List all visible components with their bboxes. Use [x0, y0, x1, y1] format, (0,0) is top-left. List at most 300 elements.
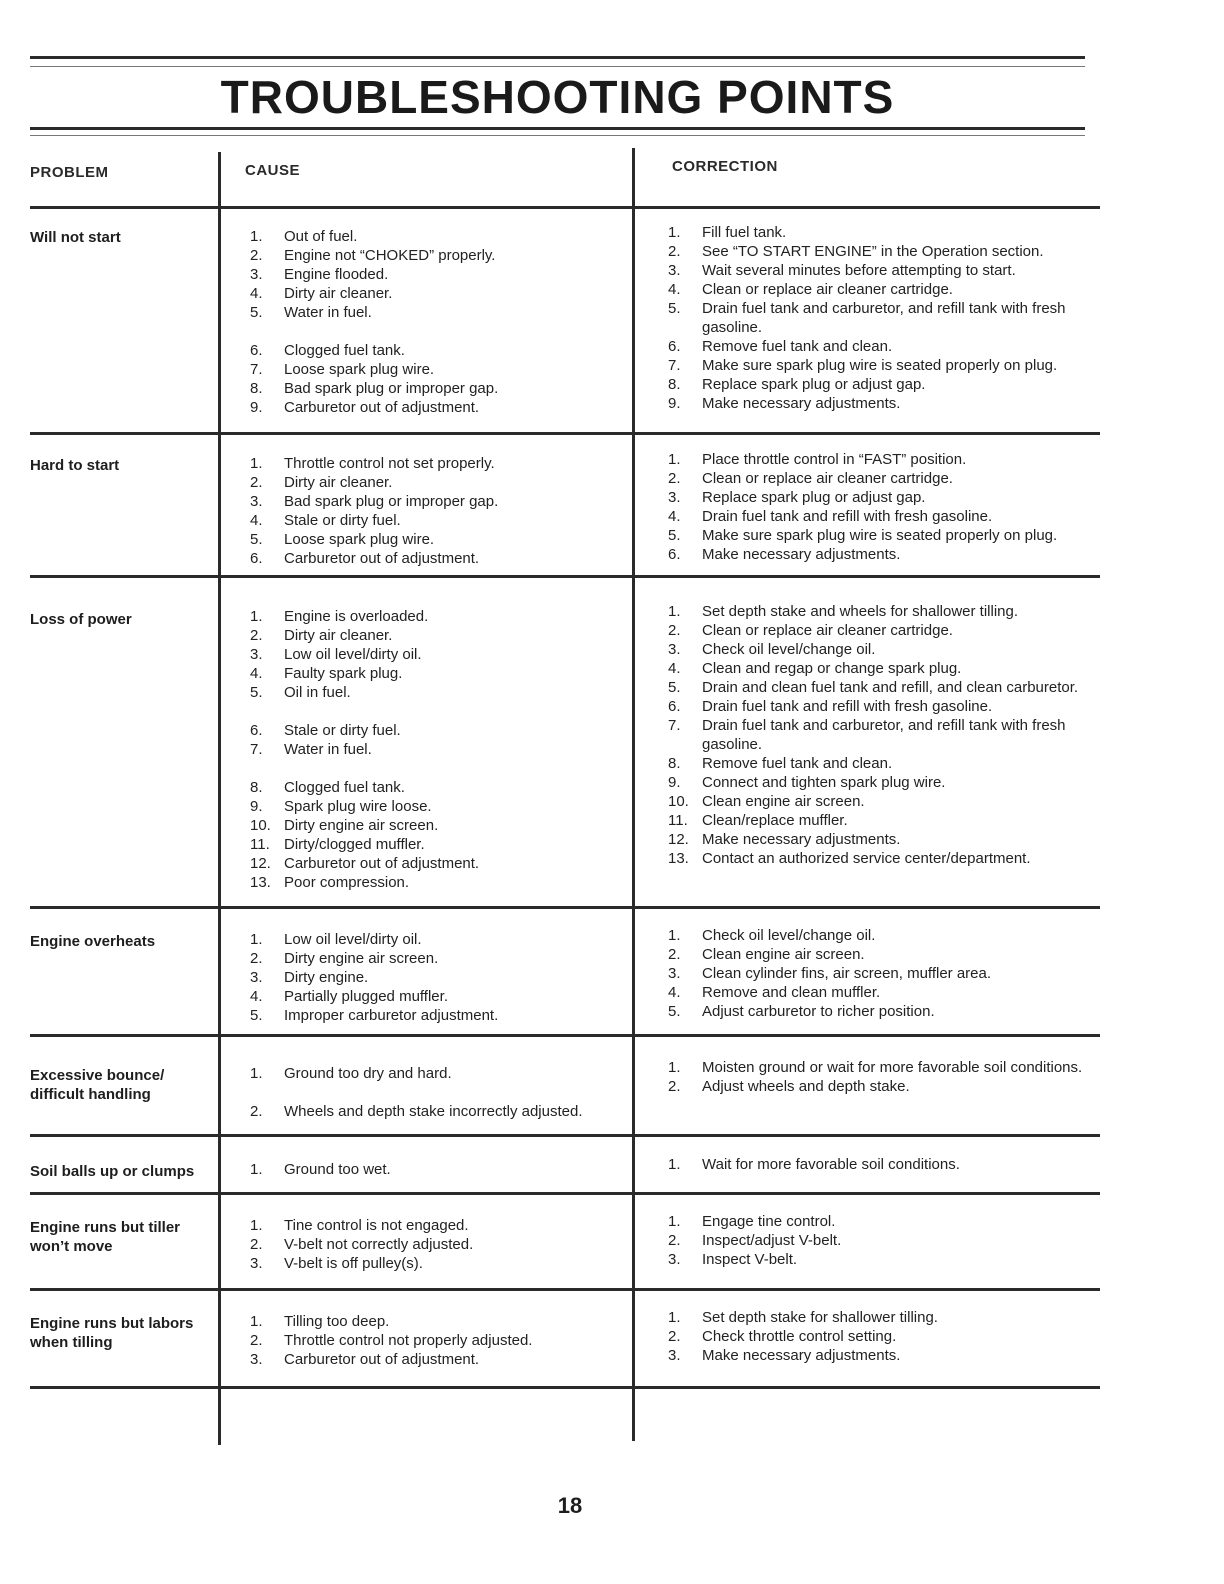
item-number: 11.	[250, 836, 270, 853]
list-item	[668, 450, 1108, 469]
item-number: 3.	[250, 646, 263, 663]
cause-list	[250, 1160, 630, 1179]
row-separator	[30, 1288, 1100, 1291]
item-number: 3.	[250, 969, 263, 986]
item-number: 1.	[250, 1217, 263, 1234]
correction-list	[668, 1058, 1108, 1096]
item-text: Clean and regap or change spark plug.	[702, 660, 962, 677]
cause-list	[250, 1064, 630, 1121]
problem-label: Engine runs but tiller won’t move	[30, 1219, 181, 1255]
item-number: 1.	[250, 228, 263, 245]
row-separator	[30, 575, 1100, 578]
item-text: Remove and clean muffler.	[702, 984, 881, 1001]
item-text: Engine flooded.	[284, 266, 389, 283]
item-text: Inspect/adjust V-belt.	[702, 1232, 842, 1249]
row-separator	[30, 1386, 1100, 1389]
item-number: 6.	[668, 338, 681, 355]
row-separator	[30, 432, 1100, 435]
item-number: 5.	[668, 1003, 681, 1020]
item-number: 4.	[668, 660, 681, 677]
title-top-rule	[30, 56, 1085, 59]
item-number: 12.	[250, 855, 271, 872]
item-text: Ground too dry and hard.	[284, 1065, 452, 1082]
item-number: 4.	[250, 665, 263, 682]
item-text: Throttle control not properly adjusted.	[284, 1332, 533, 1349]
list-item	[668, 375, 1108, 394]
item-text: Spark plug wire loose.	[284, 798, 432, 815]
header-cause: CAUSE	[245, 162, 301, 179]
list-item	[668, 242, 1108, 261]
item-number: 2.	[250, 474, 263, 491]
item-text: Dirty air cleaner.	[284, 285, 393, 302]
item-number: 1.	[668, 451, 681, 468]
item-text: Dirty engine air screen.	[284, 950, 439, 967]
item-number: 1.	[668, 603, 681, 620]
item-text: Dirty air cleaner.	[284, 474, 393, 491]
title-bottom-rule-thin	[30, 135, 1085, 136]
list-item	[668, 1002, 1108, 1021]
item-number: 1.	[668, 1309, 681, 1326]
item-text: Remove fuel tank and clean.	[702, 338, 893, 355]
item-text: Faulty spark plug.	[284, 665, 403, 682]
list-item	[668, 1346, 1108, 1365]
item-number: 5.	[250, 531, 263, 548]
item-text: Drain fuel tank and refill with fresh gasoline.	[702, 698, 993, 715]
list-item	[668, 640, 1108, 659]
item-number: 9.	[250, 399, 263, 416]
item-number: 6.	[250, 722, 263, 739]
item-text: Clean engine air screen.	[702, 793, 865, 810]
list-item	[250, 1331, 630, 1350]
problem-label: Engine overheats	[30, 933, 156, 950]
list-item	[250, 949, 630, 968]
item-number: 1.	[250, 608, 263, 625]
list-item	[250, 379, 630, 398]
list-item	[250, 1216, 630, 1235]
list-item	[250, 398, 630, 417]
item-number: 5.	[250, 1007, 263, 1024]
item-text: Dirty/clogged muffler.	[284, 836, 425, 853]
list-item	[668, 983, 1108, 1002]
table-row	[30, 1196, 1100, 1288]
item-number: 2.	[250, 950, 263, 967]
list-item	[250, 360, 630, 379]
problem-label: Will not start	[30, 229, 121, 246]
list-item	[250, 721, 630, 740]
cause-list	[250, 930, 630, 1025]
item-number: 4.	[668, 508, 681, 525]
problem-label: Engine runs but labors when tilling	[30, 1315, 194, 1351]
item-number: 7.	[668, 357, 681, 374]
item-number: 8.	[250, 380, 263, 397]
correction-list	[668, 1155, 1108, 1174]
item-text: Throttle control not set properly.	[284, 455, 495, 472]
header-problem: PROBLEM	[30, 164, 109, 181]
list-item	[668, 1155, 1108, 1174]
correction-list	[668, 926, 1108, 1021]
list-item	[668, 337, 1108, 356]
item-text: Moisten ground or wait for more favorable soil conditions.	[702, 1059, 1083, 1076]
list-item	[668, 964, 1108, 983]
item-number: 2.	[668, 470, 681, 487]
item-number: 7.	[668, 717, 681, 734]
item-number: 12.	[668, 831, 689, 848]
item-text: Clogged fuel tank.	[284, 342, 405, 359]
item-text: Inspect V-belt.	[702, 1251, 798, 1268]
item-number: 5.	[250, 684, 263, 701]
item-number: 2.	[668, 622, 681, 639]
item-text: Carburetor out of adjustment.	[284, 550, 480, 567]
item-number: 2.	[668, 1078, 681, 1095]
item-text: Carburetor out of adjustment.	[284, 1351, 480, 1368]
item-number: 2.	[250, 1236, 263, 1253]
list-item	[250, 265, 630, 284]
item-text: Clean or replace air cleaner cartridge.	[702, 281, 953, 298]
item-number: 3.	[250, 1351, 263, 1368]
list-item	[250, 664, 630, 683]
item-text: Stale or dirty fuel.	[284, 722, 401, 739]
item-text: Drain fuel tank and carburetor, and refill tank with fresh gasoline.	[702, 300, 1066, 336]
page-number: 18	[557, 1493, 583, 1518]
item-text: Tilling too deep.	[284, 1313, 390, 1330]
item-number: 9.	[668, 395, 681, 412]
item-text: Make necessary adjustments.	[702, 546, 901, 563]
item-text: Make sure spark plug wire is seated properly on plug.	[702, 527, 1058, 544]
list-item	[250, 284, 630, 303]
list-item	[250, 549, 630, 568]
header-correction: CORRECTION	[672, 158, 778, 175]
item-text: Engine is overloaded.	[284, 608, 429, 625]
list-item	[668, 1250, 1108, 1269]
cause-list	[250, 454, 630, 568]
list-item	[668, 261, 1108, 280]
item-text: Carburetor out of adjustment.	[284, 855, 480, 872]
item-text: Check oil level/change oil.	[702, 641, 876, 658]
item-number: 2.	[668, 1232, 681, 1249]
list-item	[250, 683, 630, 702]
row-separator	[30, 1134, 1100, 1137]
page-title: TROUBLESHOOTING POINTS	[220, 71, 895, 123]
list-item	[668, 507, 1108, 526]
problem-label: Hard to start	[30, 457, 120, 474]
item-number: 3.	[668, 641, 681, 658]
item-text: Replace spark plug or adjust gap.	[702, 376, 926, 393]
item-text: Water in fuel.	[284, 741, 372, 758]
item-number: 10.	[668, 793, 689, 810]
table-row	[30, 1038, 1100, 1134]
correction-list	[668, 450, 1108, 564]
item-text: Out of fuel.	[284, 228, 358, 245]
item-text: Make sure spark plug wire is seated properly on plug.	[702, 357, 1058, 374]
list-item	[668, 678, 1108, 697]
item-number: 3.	[668, 489, 681, 506]
item-text: Bad spark plug or improper gap.	[284, 380, 499, 397]
item-number: 4.	[250, 512, 263, 529]
item-number: 1.	[250, 1161, 263, 1178]
list-item	[250, 227, 630, 246]
item-number: 6.	[668, 698, 681, 715]
list-item	[668, 1077, 1108, 1096]
item-text: Clean or replace air cleaner cartridge.	[702, 470, 953, 487]
item-text: Replace spark plug or adjust gap.	[702, 489, 926, 506]
item-number: 5.	[668, 300, 681, 317]
item-text: Clean engine air screen.	[702, 946, 865, 963]
item-number: 1.	[668, 224, 681, 241]
list-item	[668, 299, 1108, 337]
list-item	[250, 645, 630, 664]
item-text: Low oil level/dirty oil.	[284, 646, 422, 663]
item-text: Oil in fuel.	[284, 684, 351, 701]
list-item	[250, 854, 630, 873]
item-text: Set depth stake for shallower tilling.	[702, 1309, 938, 1326]
list-item	[250, 816, 630, 835]
row-separator	[30, 1034, 1100, 1037]
cause-list	[250, 227, 630, 417]
title-bottom-rule	[30, 127, 1085, 130]
item-text: Drain fuel tank and carburetor, and refill tank with fresh gasoline.	[702, 717, 1066, 753]
item-text: Check throttle control setting.	[702, 1328, 897, 1345]
item-number: 3.	[250, 266, 263, 283]
list-item	[250, 930, 630, 949]
list-item	[668, 223, 1108, 242]
item-number: 8.	[668, 755, 681, 772]
item-text: Clogged fuel tank.	[284, 779, 405, 796]
list-item	[668, 526, 1108, 545]
list-item	[250, 626, 630, 645]
list-item	[668, 926, 1108, 945]
item-number: 2.	[250, 627, 263, 644]
list-item	[250, 492, 630, 511]
item-text: Clean or replace air cleaner cartridge.	[702, 622, 953, 639]
item-text: Improper carburetor adjustment.	[284, 1007, 499, 1024]
list-item	[668, 621, 1108, 640]
item-number: 3.	[250, 1255, 263, 1272]
list-item	[668, 849, 1108, 868]
list-item	[250, 1235, 630, 1254]
list-item	[668, 469, 1108, 488]
item-number: 4.	[668, 984, 681, 1001]
list-item	[668, 811, 1108, 830]
item-text: Low oil level/dirty oil.	[284, 931, 422, 948]
item-number: 5.	[668, 527, 681, 544]
list-item	[250, 341, 630, 360]
item-number: 3.	[668, 965, 681, 982]
item-text: Clean/replace muffler.	[702, 812, 848, 829]
item-text: V-belt is off pulley(s).	[284, 1255, 423, 1272]
list-item	[668, 697, 1108, 716]
item-text: Partially plugged muffler.	[284, 988, 448, 1005]
list-item	[250, 607, 630, 626]
list-item	[250, 1312, 630, 1331]
item-text: Check oil level/change oil.	[702, 927, 876, 944]
list-item	[668, 773, 1108, 792]
list-item	[668, 792, 1108, 811]
list-item	[668, 488, 1108, 507]
item-number: 4.	[250, 285, 263, 302]
item-text: Fill fuel tank.	[702, 224, 787, 241]
table-row	[30, 1138, 1100, 1192]
item-text: Loose spark plug wire.	[284, 361, 435, 378]
list-item	[668, 945, 1108, 964]
item-text: See “TO START ENGINE” in the Operation section.	[702, 243, 1044, 260]
item-text: Loose spark plug wire.	[284, 531, 435, 548]
item-number: 11.	[668, 812, 688, 829]
list-item	[250, 473, 630, 492]
item-number: 13.	[668, 850, 689, 867]
problem-label: Loss of power	[30, 611, 132, 628]
table-row	[30, 1292, 1100, 1386]
list-item	[250, 1102, 630, 1121]
item-number: 3.	[250, 493, 263, 510]
item-text: Poor compression.	[284, 874, 410, 891]
item-number: 4.	[250, 988, 263, 1005]
problem-label: Soil balls up or clumps	[30, 1163, 195, 1180]
item-number: 6.	[250, 342, 263, 359]
item-text: Water in fuel.	[284, 304, 372, 321]
item-number: 6.	[250, 550, 263, 567]
cause-list	[250, 1312, 630, 1369]
cause-list	[250, 1216, 630, 1273]
item-number: 1.	[668, 927, 681, 944]
list-item	[250, 778, 630, 797]
item-text: Make necessary adjustments.	[702, 831, 901, 848]
title-top-rule-thin	[30, 66, 1085, 67]
item-text: Engine not “CHOKED” properly.	[284, 247, 496, 264]
item-number: 2.	[250, 1103, 263, 1120]
item-number: 9.	[250, 798, 263, 815]
correction-list	[668, 223, 1108, 413]
row-separator	[30, 906, 1100, 909]
item-number: 1.	[250, 1313, 263, 1330]
item-text: V-belt not correctly adjusted.	[284, 1236, 474, 1253]
list-item	[668, 1231, 1108, 1250]
problem-label: Excessive bounce/ difficult handling	[30, 1067, 165, 1103]
list-item	[250, 873, 630, 892]
item-number: 2.	[668, 1328, 681, 1345]
list-item	[668, 1327, 1108, 1346]
correction-list	[668, 602, 1108, 868]
item-text: Wheels and depth stake incorrectly adjusted.	[284, 1103, 583, 1120]
list-item	[250, 740, 630, 759]
list-item	[250, 1350, 630, 1369]
item-text: Ground too wet.	[284, 1161, 391, 1178]
list-item	[250, 303, 630, 322]
table-row	[30, 910, 1100, 1034]
item-number: 1.	[668, 1059, 681, 1076]
item-number: 1.	[668, 1156, 681, 1173]
item-number: 4.	[668, 281, 681, 298]
item-text: Engage tine control.	[702, 1213, 836, 1230]
item-text: Adjust wheels and depth stake.	[702, 1078, 910, 1095]
list-item	[668, 716, 1108, 754]
item-text: Make necessary adjustments.	[702, 395, 901, 412]
list-item	[668, 545, 1108, 564]
item-number: 13.	[250, 874, 271, 891]
list-item	[668, 754, 1108, 773]
correction-list	[668, 1308, 1108, 1365]
item-text: Bad spark plug or improper gap.	[284, 493, 499, 510]
list-item	[250, 987, 630, 1006]
item-number: 7.	[250, 741, 263, 758]
item-number: 1.	[250, 1065, 263, 1082]
item-number: 8.	[250, 779, 263, 796]
item-number: 3.	[668, 262, 681, 279]
item-number: 2.	[250, 247, 263, 264]
item-text: Wait several minutes before attempting to start.	[702, 262, 1016, 279]
item-number: 7.	[250, 361, 263, 378]
item-number: 3.	[668, 1251, 681, 1268]
item-text: Contact an authorized service center/department.	[702, 850, 1031, 867]
item-number: 8.	[668, 376, 681, 393]
item-number: 3.	[668, 1347, 681, 1364]
item-text: Wait for more favorable soil conditions.	[702, 1156, 960, 1173]
item-text: Connect and tighten spark plug wire.	[702, 774, 946, 791]
item-number: 1.	[668, 1213, 681, 1230]
item-number: 6.	[668, 546, 681, 563]
list-item	[250, 1064, 630, 1083]
list-item	[668, 602, 1108, 621]
list-item	[250, 246, 630, 265]
list-item	[250, 1006, 630, 1025]
item-text: Dirty air cleaner.	[284, 627, 393, 644]
item-number: 9.	[668, 774, 681, 791]
list-item	[250, 797, 630, 816]
item-text: Clean cylinder fins, air screen, muffler area.	[702, 965, 992, 982]
item-number: 2.	[250, 1332, 263, 1349]
item-text: Drain and clean fuel tank and refill, and clean carburetor.	[702, 679, 1079, 696]
list-item	[250, 530, 630, 549]
item-text: Make necessary adjustments.	[702, 1347, 901, 1364]
list-item	[250, 1254, 630, 1273]
item-text: Remove fuel tank and clean.	[702, 755, 893, 772]
list-item	[250, 968, 630, 987]
item-text: Stale or dirty fuel.	[284, 512, 401, 529]
item-text: Dirty engine.	[284, 969, 369, 986]
list-item	[668, 830, 1108, 849]
item-text: Carburetor out of adjustment.	[284, 399, 480, 416]
list-item	[668, 1212, 1108, 1231]
list-item	[668, 1058, 1108, 1077]
header-rule	[30, 206, 1100, 209]
item-number: 1.	[250, 931, 263, 948]
table-row	[30, 210, 1100, 432]
list-item	[250, 835, 630, 854]
cause-list	[250, 607, 630, 892]
item-text: Place throttle control in “FAST” position.	[702, 451, 967, 468]
item-number: 2.	[668, 243, 681, 260]
list-item	[250, 1160, 630, 1179]
row-separator	[30, 1192, 1100, 1195]
item-number: 2.	[668, 946, 681, 963]
item-number: 5.	[668, 679, 681, 696]
item-number: 5.	[250, 304, 263, 321]
item-number: 1.	[250, 455, 263, 472]
item-text: Tine control is not engaged.	[284, 1217, 469, 1234]
list-item	[250, 511, 630, 530]
item-text: Set depth stake and wheels for shallower tilling.	[702, 603, 1019, 620]
table-row	[30, 580, 1100, 906]
item-number: 10.	[250, 817, 271, 834]
list-item	[250, 454, 630, 473]
list-item	[668, 280, 1108, 299]
item-text: Dirty engine air screen.	[284, 817, 439, 834]
list-item	[668, 394, 1108, 413]
list-item	[668, 1308, 1108, 1327]
item-text: Drain fuel tank and refill with fresh gasoline.	[702, 508, 993, 525]
list-item	[668, 659, 1108, 678]
list-item	[668, 356, 1108, 375]
correction-list	[668, 1212, 1108, 1269]
